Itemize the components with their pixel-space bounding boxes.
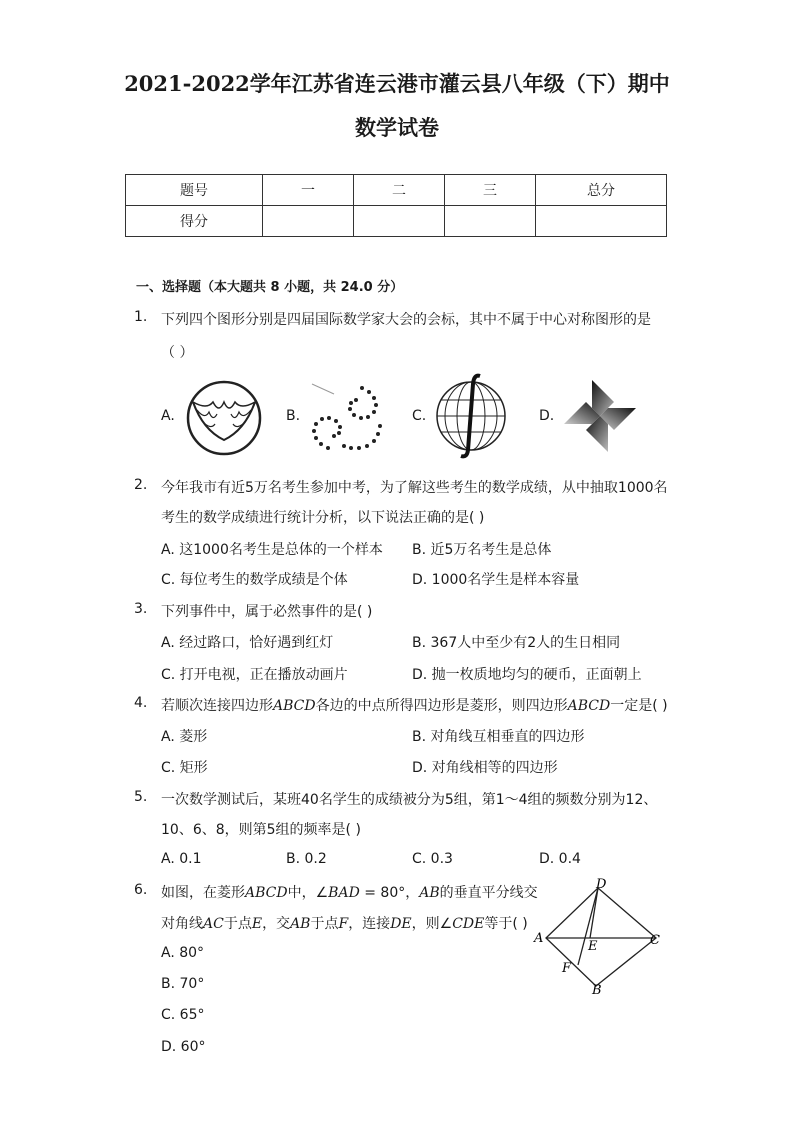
math-text: AB	[419, 885, 440, 901]
option-a[interactable]: A. 这1000名考生是总体的一个样本	[161, 542, 383, 558]
question-number: 4.	[134, 695, 148, 711]
circle-arcs-logo-icon	[183, 380, 265, 456]
question-text: 考生的数学成绩进行统计分析，以下说法正确的是( )	[161, 510, 485, 526]
question-text: （ ）	[161, 345, 194, 361]
math-text: E	[251, 916, 263, 932]
option-d[interactable]: D. 60°	[161, 1039, 206, 1055]
figure-label-a: A	[534, 931, 544, 946]
figure-label-f: F	[562, 961, 572, 976]
page-title-line2: 数学试卷	[355, 115, 439, 140]
text-run: 各边的中点所得四边形是菱形，则四边形	[315, 698, 568, 714]
question-text: 下列四个图形分别是四届国际数学家大会的会标，其中不属于中心对称图形的是	[161, 312, 651, 328]
text-run: 的垂直平分线交	[439, 885, 538, 901]
option-b[interactable]: B. 近5万名考生是总体	[412, 542, 552, 558]
figure-label-c: C	[650, 933, 660, 948]
math-text: AC	[203, 916, 224, 932]
math-text: BAD	[328, 885, 360, 901]
text-run: ，连接	[348, 916, 391, 932]
text-run: ，则∠	[411, 916, 453, 932]
option-b[interactable]: B. 对角线互相垂直的四边形	[412, 729, 585, 745]
score-cell[interactable]	[354, 206, 445, 237]
section-title: 一、选择题（本大题共 8 小题，共 24.0 分）	[136, 280, 404, 295]
text-run: = 80°，	[359, 885, 420, 901]
option-a[interactable]: A. 菱形	[161, 729, 208, 745]
score-header-cell: 二	[354, 175, 445, 206]
question-text	[161, 882, 538, 902]
option-b[interactable]: B. 0.2	[286, 851, 327, 867]
text-run: 如图，在菱形	[161, 885, 245, 901]
text-run: 中，∠	[287, 885, 329, 901]
score-header-cell: 一	[263, 175, 354, 206]
option-c[interactable]: C. 矩形	[161, 760, 208, 776]
math-text: ABCD	[273, 698, 316, 714]
text-run: 于点	[223, 916, 252, 932]
score-cell[interactable]	[445, 206, 536, 237]
question-text	[161, 695, 668, 715]
option-a[interactable]: A. 0.1	[161, 851, 202, 867]
option-c[interactable]: C. 打开电视，正在播放动画片	[161, 667, 348, 683]
option-label[interactable]: D.	[539, 408, 555, 424]
question-text	[161, 913, 528, 933]
globe-integral-logo-icon	[430, 372, 512, 460]
math-text: CDE	[452, 916, 485, 932]
score-header-cell: 三	[445, 175, 536, 206]
option-d[interactable]: D. 抛一枚质地均匀的硬币，正面朝上	[412, 667, 642, 683]
question-number: 6.	[134, 882, 148, 898]
math-text: ABCD	[567, 698, 611, 714]
option-label[interactable]: A.	[161, 408, 175, 424]
rhombus-figure	[528, 876, 674, 1000]
score-cell[interactable]	[536, 206, 667, 237]
score-table-header-row	[126, 175, 667, 206]
dotted-spiral-logo-icon	[304, 378, 386, 458]
option-d[interactable]: D. 0.4	[539, 851, 581, 867]
option-c[interactable]: C. 每位考生的数学成绩是个体	[161, 572, 348, 588]
option-d[interactable]: D. 1000名学生是样本容量	[412, 572, 580, 588]
figure-label-b: B	[592, 983, 602, 998]
option-c[interactable]: C. 0.3	[412, 851, 453, 867]
figure-label-d: D	[596, 877, 607, 892]
question-text: 10、6、8，则第5组的频率是( )	[161, 822, 361, 838]
math-text: ABCD	[245, 885, 288, 901]
text-run: 若顺次连接四边形	[161, 698, 273, 714]
text-run: 等于( )	[484, 916, 528, 932]
question-number: 3.	[134, 601, 148, 617]
question-text: 今年我市有近5万名考生参加中考，为了解这些考生的数学成绩，从中抽取1000名	[161, 480, 668, 496]
question-text: 一次数学测试后，某班40名学生的成绩被分为5组，第1～4组的频数分别为12、	[161, 792, 658, 808]
math-text: DE	[390, 916, 412, 932]
figure-label-e: E	[588, 939, 598, 954]
math-text: AB	[290, 916, 311, 932]
text-run: 于点	[310, 916, 339, 932]
score-table	[125, 174, 667, 237]
pinwheel-logo-icon	[560, 376, 640, 456]
page-title-line1: 2021-2022学年江苏省连云港市灌云县八年级（下）期中	[124, 71, 670, 96]
text-run: 对角线	[161, 916, 203, 932]
option-d[interactable]: D. 对角线相等的四边形	[412, 760, 558, 776]
question-number: 1.	[134, 309, 148, 325]
score-header-cell: 总分	[536, 175, 667, 206]
math-text: F	[338, 916, 349, 932]
option-b[interactable]: B. 367人中至少有2人的生日相同	[412, 635, 621, 651]
text-run: 一定是( )	[610, 698, 668, 714]
option-label[interactable]: B.	[286, 408, 301, 424]
question-number: 2.	[134, 477, 148, 493]
option-a[interactable]: A. 经过路口，恰好遇到红灯	[161, 635, 334, 651]
text-run: ，交	[262, 916, 291, 932]
option-b[interactable]: B. 70°	[161, 976, 205, 992]
score-header-cell: 题号	[126, 175, 263, 206]
score-cell[interactable]	[263, 206, 354, 237]
question-text: 下列事件中，属于必然事件的是( )	[161, 604, 373, 620]
question-number: 5.	[134, 789, 148, 805]
score-row-label: 得分	[126, 206, 263, 237]
score-table-row	[126, 206, 667, 237]
option-label[interactable]: C.	[412, 408, 427, 424]
option-c[interactable]: C. 65°	[161, 1007, 205, 1023]
option-a[interactable]: A. 80°	[161, 945, 205, 961]
